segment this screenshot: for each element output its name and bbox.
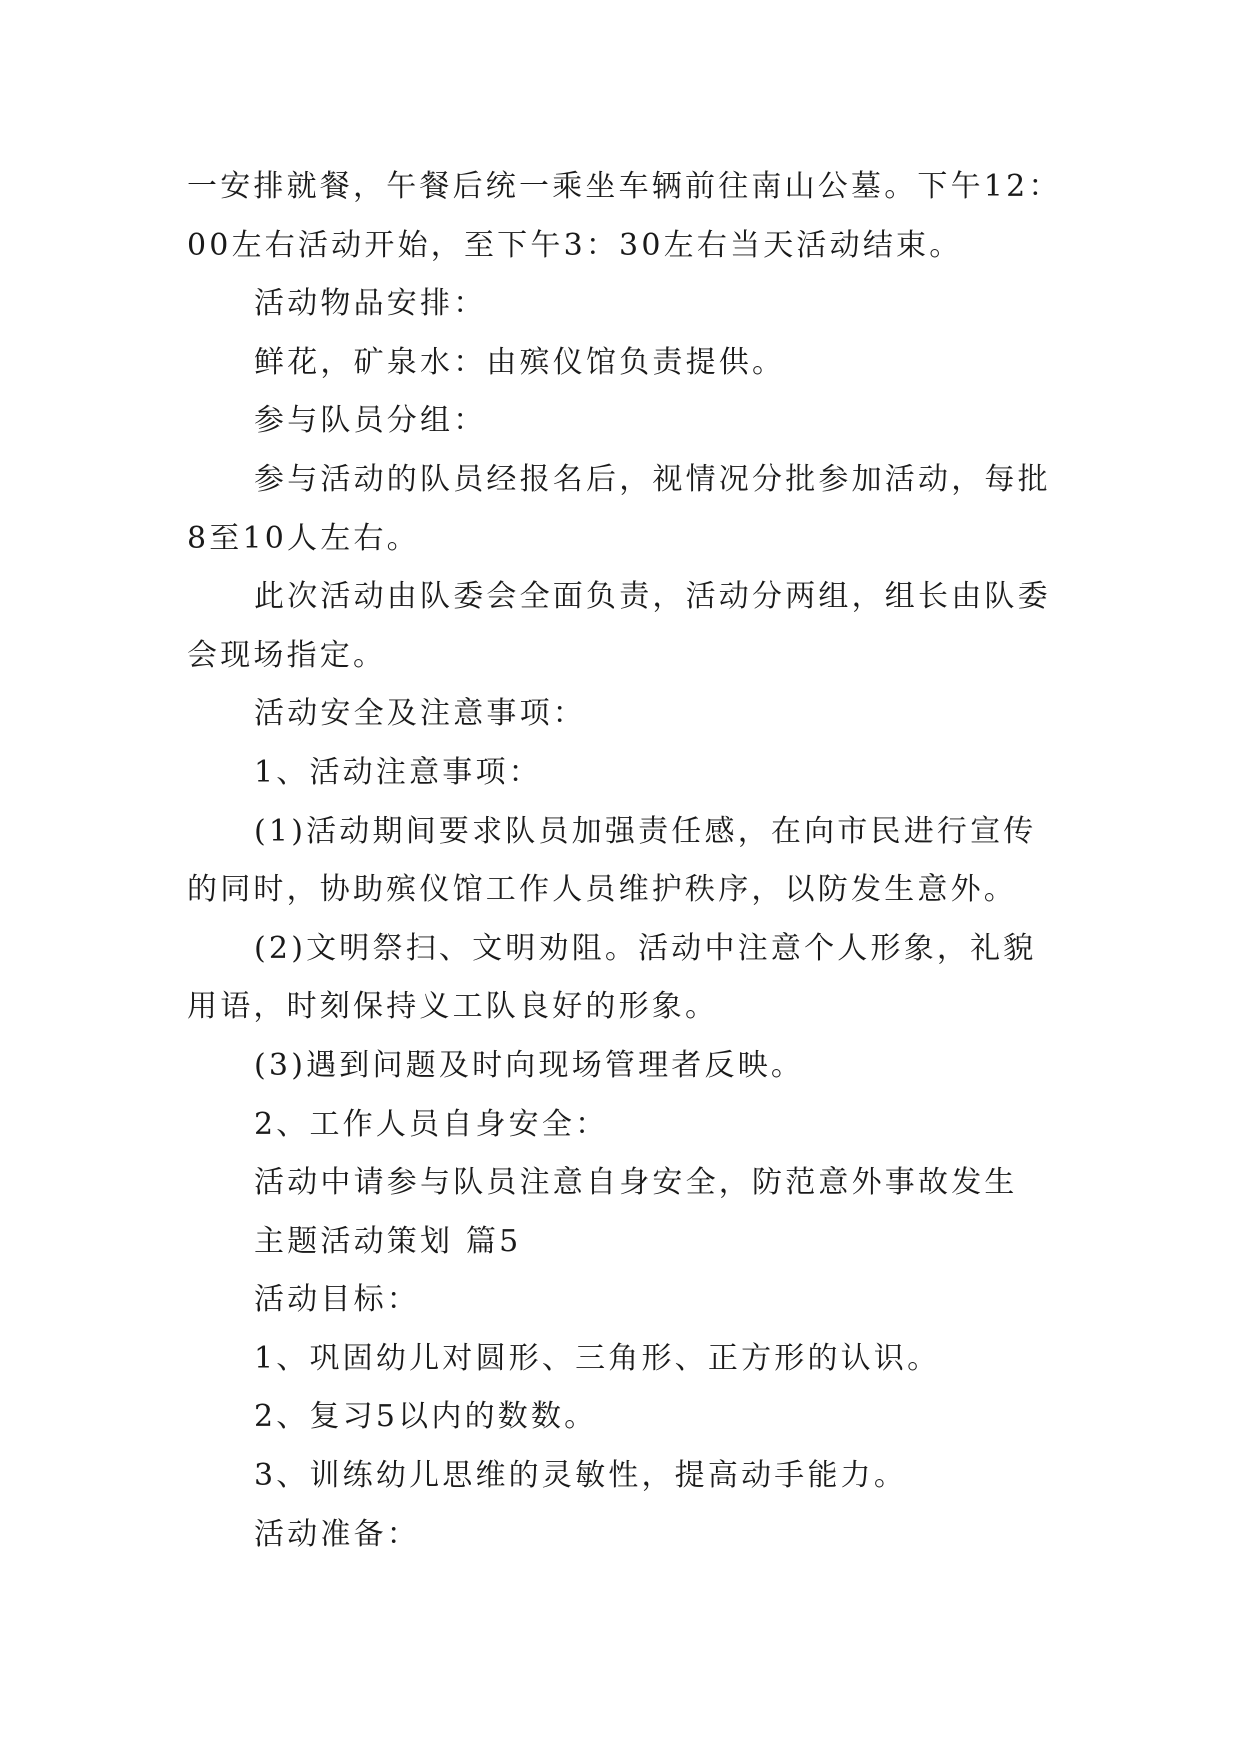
text-line: (1)活动期间要求队员加强责任感，在向市民进行宣传 (254, 813, 1037, 849)
text-line: 活动安全及注意事项： (254, 696, 586, 732)
text-line: 活动目标： (254, 1282, 420, 1318)
text-line: 用语，时刻保持义工队良好的形象。 (187, 989, 719, 1025)
text-line: 的同时，协助殡仪馆工作人员维护秩序，以防发生意外。 (187, 872, 1017, 908)
text-line: 活动中请参与队员注意自身安全，防范意外事故发生 (254, 1165, 1018, 1201)
text-line: 活动物品安排： (254, 286, 487, 322)
text-line: 3、训练幼儿思维的灵敏性，提高动手能力。 (254, 1458, 908, 1494)
text-line: 一安排就餐，午餐后统一乘坐车辆前往南山公墓。下午12： (187, 169, 1062, 204)
section-heading: 主题活动策划 篇5 (254, 1223, 522, 1259)
text-line: 1、巩固幼儿对圆形、三角形、正方形的认识。 (254, 1340, 941, 1376)
text-line: (2)文明祭扫、文明劝阻。活动中注意个人形象，礼貌 (254, 930, 1037, 966)
text-line: 00左右活动开始，至下午3：30左右当天活动结束。 (187, 227, 963, 263)
text-line: 2、复习5以内的数数。 (254, 1399, 598, 1435)
text-line: 2、工作人员自身安全： (254, 1106, 609, 1142)
text-line: 参与活动的队员经报名后，视情况分批参加活动，每批 (254, 461, 1051, 497)
text-line: 8至10人左右。 (187, 520, 420, 556)
text-line: (3)遇到问题及时向现场管理者反映。 (254, 1047, 805, 1083)
text-line: 活动准备： (254, 1516, 420, 1552)
text-line: 会现场指定。 (187, 637, 387, 673)
text-line: 1、活动注意事项： (254, 754, 542, 790)
text-line: 参与队员分组： (254, 403, 487, 439)
text-line: 此次活动由队委会全面负责，活动分两组，组长由队委 (254, 579, 1051, 615)
text-line: 鲜花，矿泉水：由殡仪馆负责提供。 (254, 344, 786, 380)
document-body (187, 158, 1062, 1564)
